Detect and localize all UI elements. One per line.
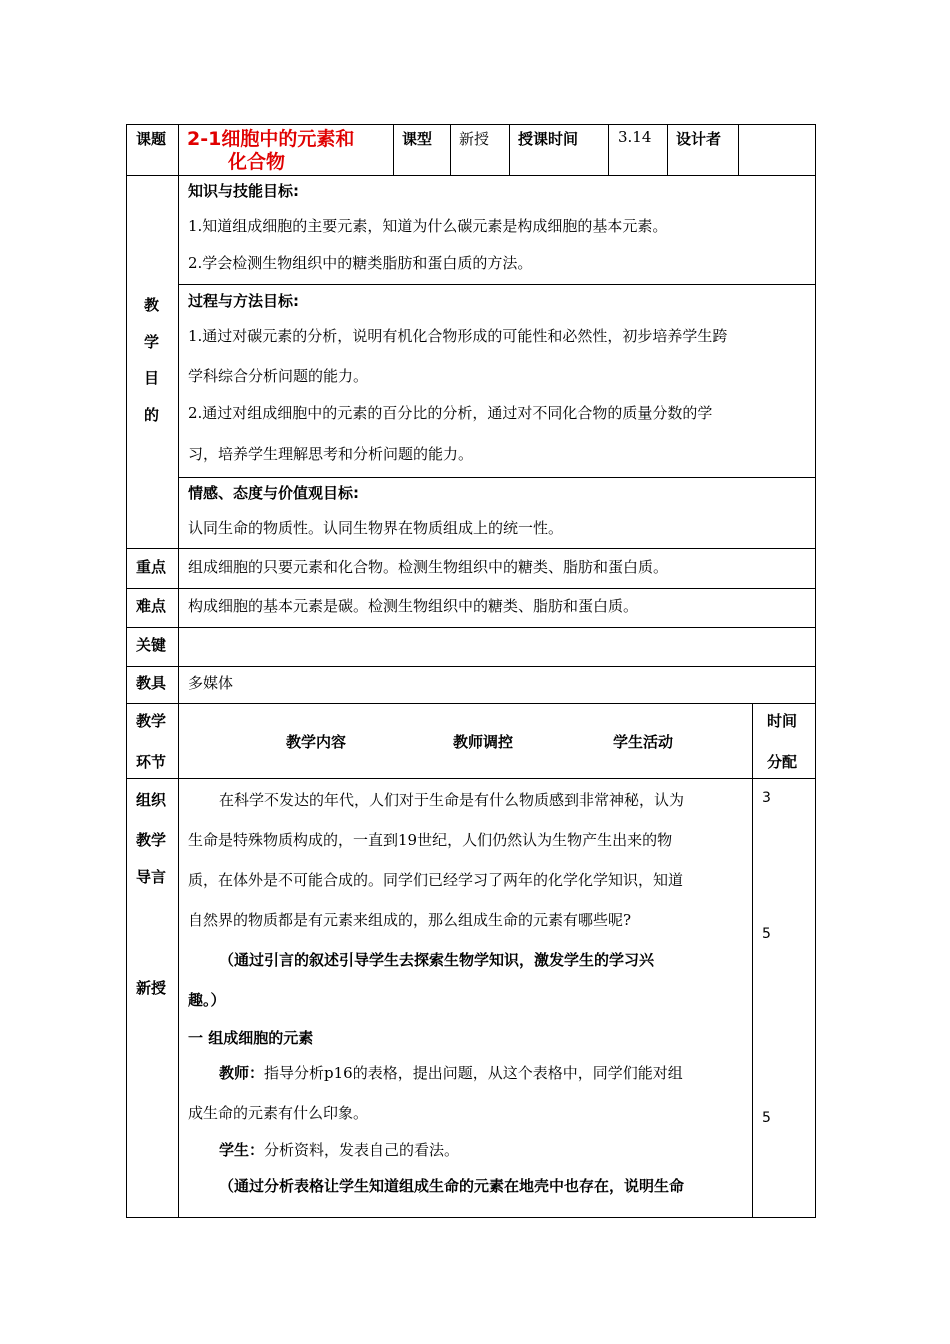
process-goal-line: 1.通过对碳元素的分析，说明有机化合物形成的可能性和必然性，初步培养学生跨 (188, 327, 728, 345)
time-header-line1: 时间 (767, 712, 798, 730)
intro-note-line: 趣。） (188, 991, 226, 1009)
column-divider (752, 703, 753, 1218)
teacher-header: 教师调控 (453, 733, 514, 751)
row-divider (126, 548, 816, 549)
emotion-goal-text: 认同生命的物质性。认同生物界在物质组成上的统一性。 (188, 519, 564, 537)
row-divider (126, 175, 816, 176)
column-divider (509, 124, 510, 176)
type-label: 课型 (402, 130, 433, 148)
row-divider (178, 477, 816, 478)
column-divider (393, 124, 394, 176)
stage-label: 组织 (136, 791, 167, 809)
process-goal-line: 2.通过对组成细胞中的元素的百分比的分析，通过对不同化合物的质量分数的学 (188, 404, 713, 422)
knowledge-goal-item: 1.知道组成细胞的主要元素，知道为什么碳元素是构成细胞的基本元素。 (188, 217, 668, 235)
process-goal-title: 过程与方法目标: (188, 292, 299, 310)
key-point-text: 组成细胞的只要元素和化合物。检测生物组织中的糖类、脂肪和蛋白质。 (188, 558, 669, 576)
process-goal-line: 学科综合分析问题的能力。 (188, 367, 369, 385)
row-divider (126, 778, 816, 779)
process-goal-line: 习，培养学生理解思考和分析问题的能力。 (188, 445, 474, 463)
table-bottom-border (126, 1217, 816, 1218)
designer-label: 设计者 (676, 130, 722, 148)
column-divider (738, 124, 739, 176)
stage-label: 新授 (136, 979, 167, 997)
intro-line: 生命是特殊物质构成的，一直到19世纪，人们仍然认为生物产生出来的物 (188, 831, 673, 849)
time-value: 5 (762, 1110, 771, 1126)
table-right-border (815, 124, 816, 1218)
column-divider (667, 124, 668, 176)
goals-label-char: 目 (144, 369, 160, 387)
time-value: 3.14 (618, 128, 652, 146)
content-header: 教学内容 (286, 733, 347, 751)
tools-label: 教具 (136, 674, 167, 692)
table-top-border (126, 124, 816, 125)
student-text: 分析资料，发表自己的看法。 (264, 1141, 460, 1159)
lesson-title-line2: 化合物 (228, 151, 286, 173)
goals-label-char: 的 (144, 406, 160, 424)
knowledge-goal-item: 2.学会检测生物组织中的糖类脂肪和蛋白质的方法。 (188, 254, 533, 272)
type-value: 新授 (459, 130, 490, 148)
row-divider (126, 627, 816, 628)
lesson-title-line1: 2-1细胞中的元素和 (187, 128, 355, 150)
time-value: 5 (762, 926, 771, 942)
teacher-text-cont: 成生命的元素有什么印象。 (188, 1104, 369, 1122)
stage-label: 教学 (136, 831, 167, 849)
goals-label-char: 学 (144, 333, 160, 351)
student-line (219, 1139, 459, 1160)
teacher-label: 教师： (219, 1064, 265, 1082)
tools-text: 多媒体 (188, 674, 234, 692)
student-label: 学生： (219, 1141, 265, 1159)
intro-line: 质，在体外是不可能合成的。同学们已经学习了两年的化学化学知识，知道 (188, 871, 684, 889)
time-label: 授课时间 (518, 130, 579, 148)
teacher-text: 指导分析p16的表格，提出问题，从这个表格中，同学们能对组 (264, 1064, 683, 1082)
knowledge-goal-title: 知识与技能目标: (188, 182, 299, 200)
crux-label: 关键 (136, 636, 167, 654)
row-divider (178, 284, 816, 285)
column-divider (608, 124, 609, 176)
stage-header-line1: 教学 (136, 712, 167, 730)
intro-line: 自然界的物质都是有元素来组成的，那么组成生命的元素有哪些呢? (188, 911, 632, 929)
student-header: 学生活动 (613, 733, 674, 751)
intro-note-line: （通过引言的叙述引导学生去探索生物学知识，激发学生的学习兴 (219, 951, 655, 969)
difficult-point-text: 构成细胞的基本元素是碳。检测生物组织中的糖类、脂肪和蛋白质。 (188, 597, 639, 615)
subject-label: 课题 (136, 130, 167, 148)
goals-label-char: 教 (144, 296, 160, 314)
time-value: 3 (762, 790, 771, 806)
column-divider (178, 124, 179, 1218)
time-header-line2: 分配 (767, 753, 798, 771)
row-divider (126, 588, 816, 589)
final-note: （通过分析表格让学生知道组成生命的元素在地壳中也存在，说明生命 (219, 1177, 685, 1195)
intro-line: 在科学不发达的年代，人们对于生命是有什么物质感到非常神秘，认为 (219, 791, 685, 809)
row-divider (126, 666, 816, 667)
row-divider (126, 703, 816, 704)
stage-header-line2: 环节 (136, 753, 167, 771)
section-title: 一 组成细胞的元素 (188, 1029, 314, 1047)
difficult-point-label: 难点 (136, 597, 167, 615)
stage-label: 导言 (136, 868, 167, 886)
table-left-border (126, 124, 127, 1218)
key-point-label: 重点 (136, 558, 167, 576)
emotion-goal-title: 情感、态度与价值观目标: (188, 484, 359, 502)
teacher-line (219, 1062, 683, 1083)
column-divider (450, 124, 451, 176)
